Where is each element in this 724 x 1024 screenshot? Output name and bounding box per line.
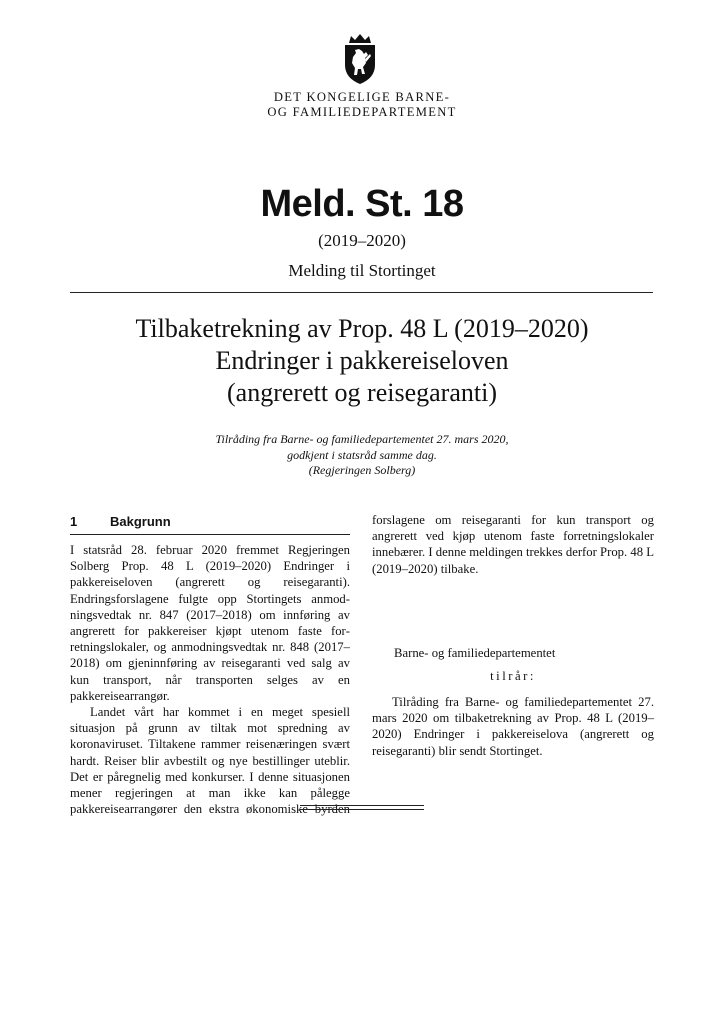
ministry-name-line2: OG FAMILIEDEPARTEMENT [267,105,457,119]
closing-department: Barne- og familiedepartementet [394,646,556,660]
document-type: Melding til Stortinget [288,261,436,280]
paragraph-situation: Landet vårt har kommet i en meget spesiell situasjon på grunn av tiltak mot spredning av koronaviruset. Tiltakene rammer reisenæringen svært hardt. Reiser blir avbestilt og nye bestillinger uteblir. Det er påregnelig med konkurser. I denne situasjonen mener regjeringen at man ikke kan pålegge pakkereisearrangører den ekstra økonomiske byrden [70,705,350,817]
end-rule [300,809,424,810]
document-session: (2019–2020) [318,231,406,250]
right-column [372,512,654,577]
closing-recommendation-block [372,694,654,759]
approval-note-line1: Tilråding fra Barne- og familiedepartementet 27. mars 2020, [215,432,509,446]
end-rule [300,805,424,806]
section-number: 1 [70,514,78,529]
main-title-line2: Endringer i pakkereiseloven [215,346,509,375]
main-title-line3: (angrerett og reisegaranti) [227,378,497,407]
main-title-line1: Tilbaketrekning av Prop. 48 L (2019–2020) [135,314,589,343]
section-title: Bakgrunn [110,514,171,529]
approval-note-line3: (Regjeringen Solberg) [308,463,416,477]
left-column [70,542,350,817]
closing-recommendation: Tilråding fra Barne- og familiedepartementet 27. mars 2020 om tilbaketrekning av Prop. 48 L (2019–2020) Endringer i pakkereiselova (angrerett og reisegaranti) blir sendt Stortinget. [372,695,654,758]
section-divider [70,534,350,535]
coat-of-arms-icon [335,33,385,85]
document-number: Meld. St. 18 [260,183,464,225]
approval-note-line2: godkjent i statsråd samme dag. [287,448,437,462]
paragraph-background: I statsråd 28. februar 2020 fremmet Regjeringen Solberg Prop. 48 L (2019–2020) Endringer i pakkereiseloven (angrerett og reisegaranti). Endringsforslagene fulgte opp Stortingets anmodningsvedtak nr. 847 (2017–2018) om innføring av angrerett for pakkereiser kjøpt utenom faste forretningslokaler, og anmodningsvedtak nr. 848 (2017–2018) om gjeninnføring av reisegaranti ved salg av kun transport, når transporten selges av en pakkereisearrangør. [70,543,350,703]
closing-recommends: tilrår: [490,669,536,683]
paragraph-situation-continued: forslagene om reisegaranti for kun transport og angrerett ved kjøp utenom faste forretningslokaler innebærer. I denne meldingen trekkes derfor Prop. 48 L (2019–2020) tilbake. [372,513,654,576]
section-heading [70,514,350,530]
ministry-name-line1: DET KONGELIGE BARNE- [273,90,451,104]
divider [70,292,653,293]
